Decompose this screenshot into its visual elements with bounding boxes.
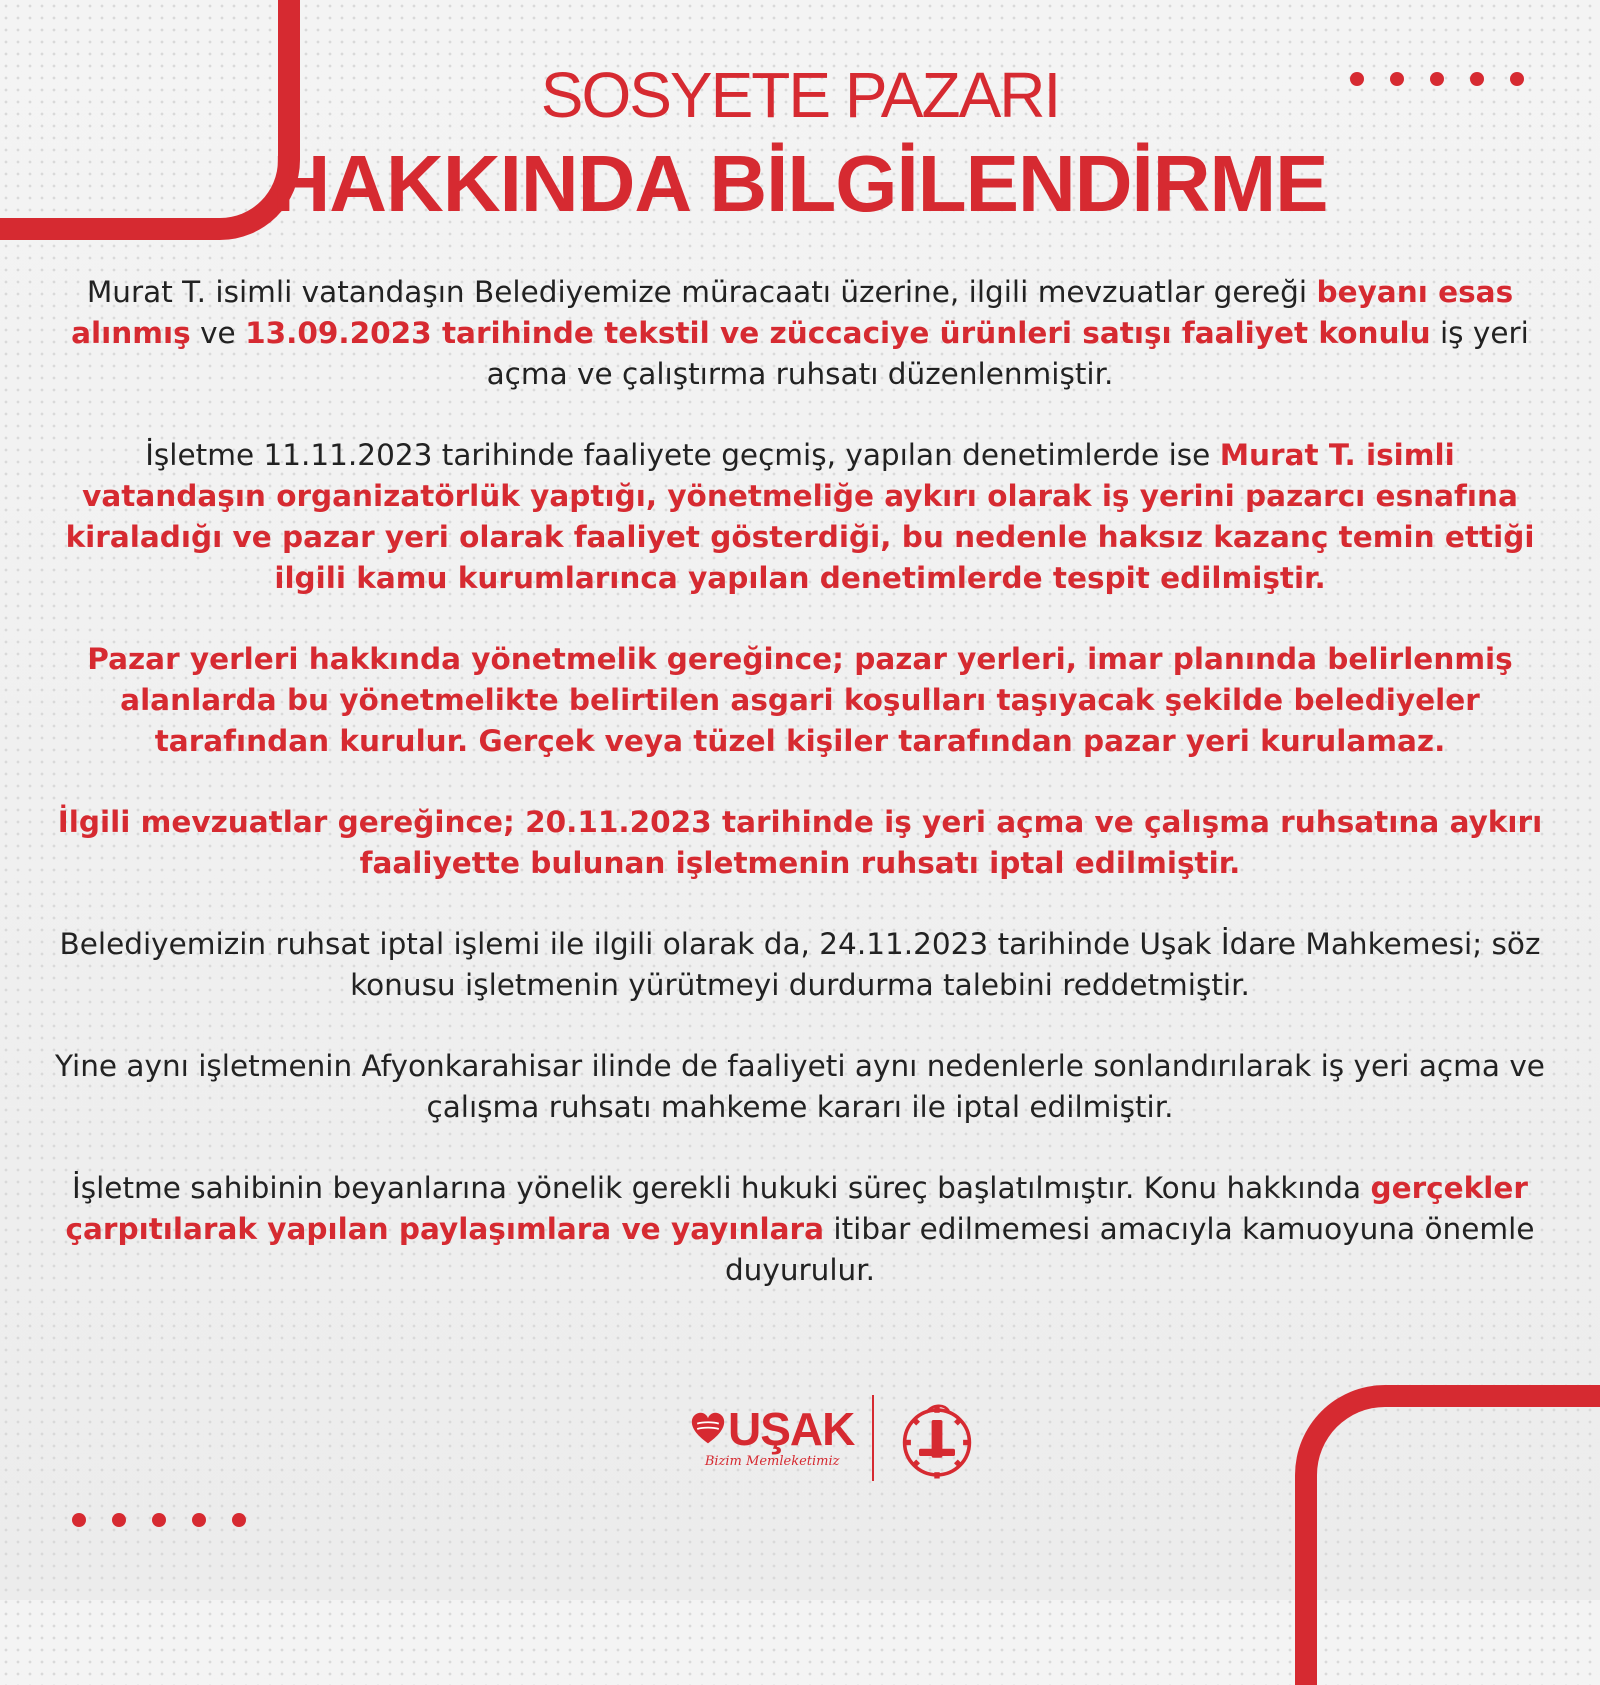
corner-decoration-bottom-right [1295, 1385, 1600, 1685]
paragraph-1-text-a: Murat T. isimli vatandaşın Belediyemize müracaatı üzerine, ilgili mevzuatlar gereği [86, 275, 1317, 309]
title-line-2: HAKKINDA BİLGİLENDİRME [272, 139, 1328, 228]
paragraph-7-text-b: itibar edilmemesi amacıyla kamuoyuna önemle duyurulur. [724, 1212, 1535, 1287]
paragraph-1-highlight-a: beyanı esas alınmış [71, 275, 1514, 350]
paragraph-2 [50, 435, 1550, 599]
municipality-seal-icon [892, 1393, 982, 1483]
footer-logo [690, 1393, 982, 1483]
usak-brand-logo [690, 1405, 854, 1471]
paragraph-3: Pazar yerleri hakkında yönetmelik gereğince; pazar yerleri, imar planında belirlenmiş alanlarda bu yönetmelikte belirtilen asgari koşulları taşıyacak şekilde belediyeler tarafından kurulur. Gerçek veya tüzel kişiler tarafından pazar yeri kurulamaz. [87, 642, 1513, 758]
title-line-1: SOSYETE PAZARI [540, 59, 1060, 131]
dots-decoration-bottom-left [72, 1513, 246, 1527]
paragraph-7-text-a: İşletme sahibinin beyanlarına yönelik gerekli hukuki süreç başlatılmıştır. Konu hakkında [72, 1171, 1371, 1205]
logo-divider [872, 1395, 874, 1481]
paragraph-2-text-a: İşletme 11.11.2023 tarihinde faaliyete geçmiş, yapılan denetimlerde ise [145, 438, 1220, 472]
paragraph-2-highlight-a: Murat T. isimli vatandaşın organizatörlük yaptığı, yönetmeliğe aykırı olarak iş yerini pazarcı esnafına kiraladığı ve pazar yeri olarak faaliyet gösterdiği, bu nedenle haksız kazanç temin ettiği ilgili kamu kurumlarınca yapılan denetimlerde tespit edilmiştir. [65, 438, 1535, 595]
usak-wordmark [690, 1405, 854, 1453]
brand-name: UŞAK [728, 1403, 855, 1455]
paragraph-1-text-b: ve [190, 316, 246, 350]
paragraph-5: Belediyemizin ruhsat iptal işlemi ile ilgili olarak da, 24.11.2023 tarihinde Uşak İdare Mahkemesi; söz konusu işletmenin yürütmeyi durdurma talebini reddetmiştir. [59, 927, 1541, 1002]
paragraph-1 [50, 272, 1550, 395]
brand-slogan: Bizim Memleketimiz [704, 1454, 840, 1469]
paragraph-7-highlight-a: gerçekler çarpıtılarak yapılan paylaşımlara ve yayınlara [65, 1171, 1528, 1246]
paragraph-6: Yine aynı işletmenin Afyonkarahisar ilinde de faaliyeti aynı nedenlerle sonlandırılarak iş yeri açma ve çalışma ruhsatı mahkeme kararı ile iptal edilmiştir. [55, 1049, 1545, 1124]
paragraph-1-highlight-b: 13.09.2023 tarihinde tekstil ve züccaciye ürünleri satışı faaliyet konulu [245, 316, 1431, 350]
announcement-body [50, 272, 1550, 1331]
heart-icon [690, 1411, 726, 1447]
paragraph-4: İlgili mevzuatlar gereğince; 20.11.2023 tarihinde iş yeri açma ve çalışma ruhsatına aykırı faaliyette bulunan işletmenin ruhsatı iptal edilmiştir. [57, 805, 1543, 880]
paragraph-7 [50, 1168, 1550, 1291]
paragraph-1-text-c: iş yeri açma ve çalıştırma ruhsatı düzenlenmiştir. [486, 316, 1529, 391]
